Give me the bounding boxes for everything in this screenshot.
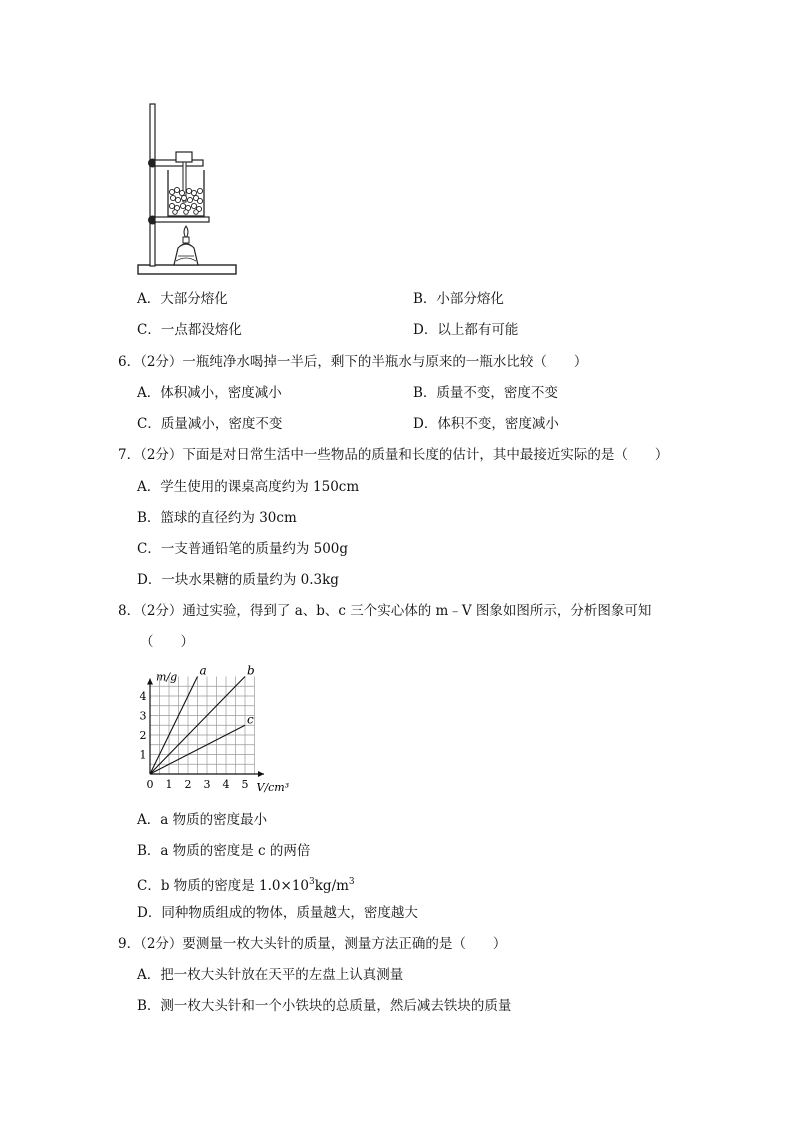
- y-tick-label-4: 4: [139, 690, 147, 703]
- q8-option-c-exponent: 3: [309, 877, 315, 887]
- q8-option-c-unit-exponent: 3: [348, 877, 355, 887]
- x-tick-label-3: 3: [203, 778, 211, 791]
- x-tick-label-5: 5: [241, 778, 249, 791]
- q6-option-a: A．体积减小，密度减小: [137, 385, 282, 401]
- q6-stem: 6．（2分）一瓶纯净水喝掉一半后，剩下的半瓶水与原来的一瓶水比较（ ）: [118, 354, 588, 370]
- q5-option-d: D．以上都有可能: [413, 322, 519, 338]
- q9-stem: 9．（2分）要测量一枚大头针的质量，测量方法正确的是（ ）: [118, 936, 507, 952]
- q5-option-a: A．大部分熔化: [137, 291, 228, 307]
- q8-option-a: A．a 物质的密度最小: [137, 812, 268, 828]
- heating-apparatus-figure: [134, 100, 242, 278]
- q7-option-a: A．学生使用的课桌高度约为 150cm: [137, 479, 360, 495]
- series-label-b: b: [247, 663, 255, 678]
- q8-option-b: B．a 物质的密度是 c 的两倍: [137, 843, 311, 859]
- q5-option-c: C．一点都没熔化: [137, 322, 242, 338]
- q8-option-c: [137, 873, 355, 895]
- q9-option-b: B．测一枚大头针和一个小铁块的总质量，然后减去铁块的质量: [137, 998, 512, 1014]
- q7-option-c: C．一支普通铅笔的质量约为 500g: [137, 541, 349, 557]
- x-axis-label: V/cm³: [256, 781, 290, 794]
- q5-option-b: B．小部分熔化: [413, 291, 504, 307]
- x-axis-arrow: [258, 771, 264, 777]
- q6-option-d: D．体积不变，密度减小: [413, 416, 559, 432]
- q8-option-c-unit: kg/m: [314, 878, 349, 894]
- y-tick-label-3: 3: [139, 709, 147, 723]
- q8-option-c-text: C．b 物质的密度是 1.0×10: [137, 878, 310, 894]
- series-label-a: a: [199, 663, 207, 678]
- q6-option-c: C．质量减小，密度不变: [137, 416, 283, 432]
- q6-option-b: B．质量不变，密度不变: [413, 385, 558, 401]
- series-label-c: c: [247, 712, 254, 727]
- q8-answer-blank: （ ）: [140, 634, 194, 650]
- x-tick-label-0: 0: [146, 778, 154, 791]
- q7-option-b: B．篮球的直径约为 30cm: [137, 510, 297, 526]
- q8-stem: 8．（2分）通过实验，得到了 a、b、c 三个实心体的 m﹣V 图象如图所示，分析图象可知: [118, 603, 652, 619]
- y-axis-arrow: [147, 679, 153, 685]
- y-axis-label: m/g: [156, 670, 178, 684]
- y-tick-label-2: 2: [139, 729, 147, 742]
- x-tick-label-2: 2: [184, 778, 192, 791]
- q8-option-d: D．同种物质组成的物体，质量越大，密度越大: [137, 905, 418, 921]
- q7-option-d: D．一块水果糖的质量约为 0.3kg: [137, 572, 339, 588]
- q7-stem: 7．（2分）下面是对日常生活中一些物品的质量和长度的估计，其中最接近实际的是（ ）: [118, 447, 669, 463]
- x-tick-label-1: 1: [165, 778, 173, 791]
- y-tick-label-1: 1: [139, 748, 147, 762]
- m-v-chart: [136, 662, 298, 802]
- x-tick-label-4: 4: [222, 778, 230, 791]
- q9-option-a: A．把一枚大头针放在天平的左盘上认真测量: [137, 967, 404, 983]
